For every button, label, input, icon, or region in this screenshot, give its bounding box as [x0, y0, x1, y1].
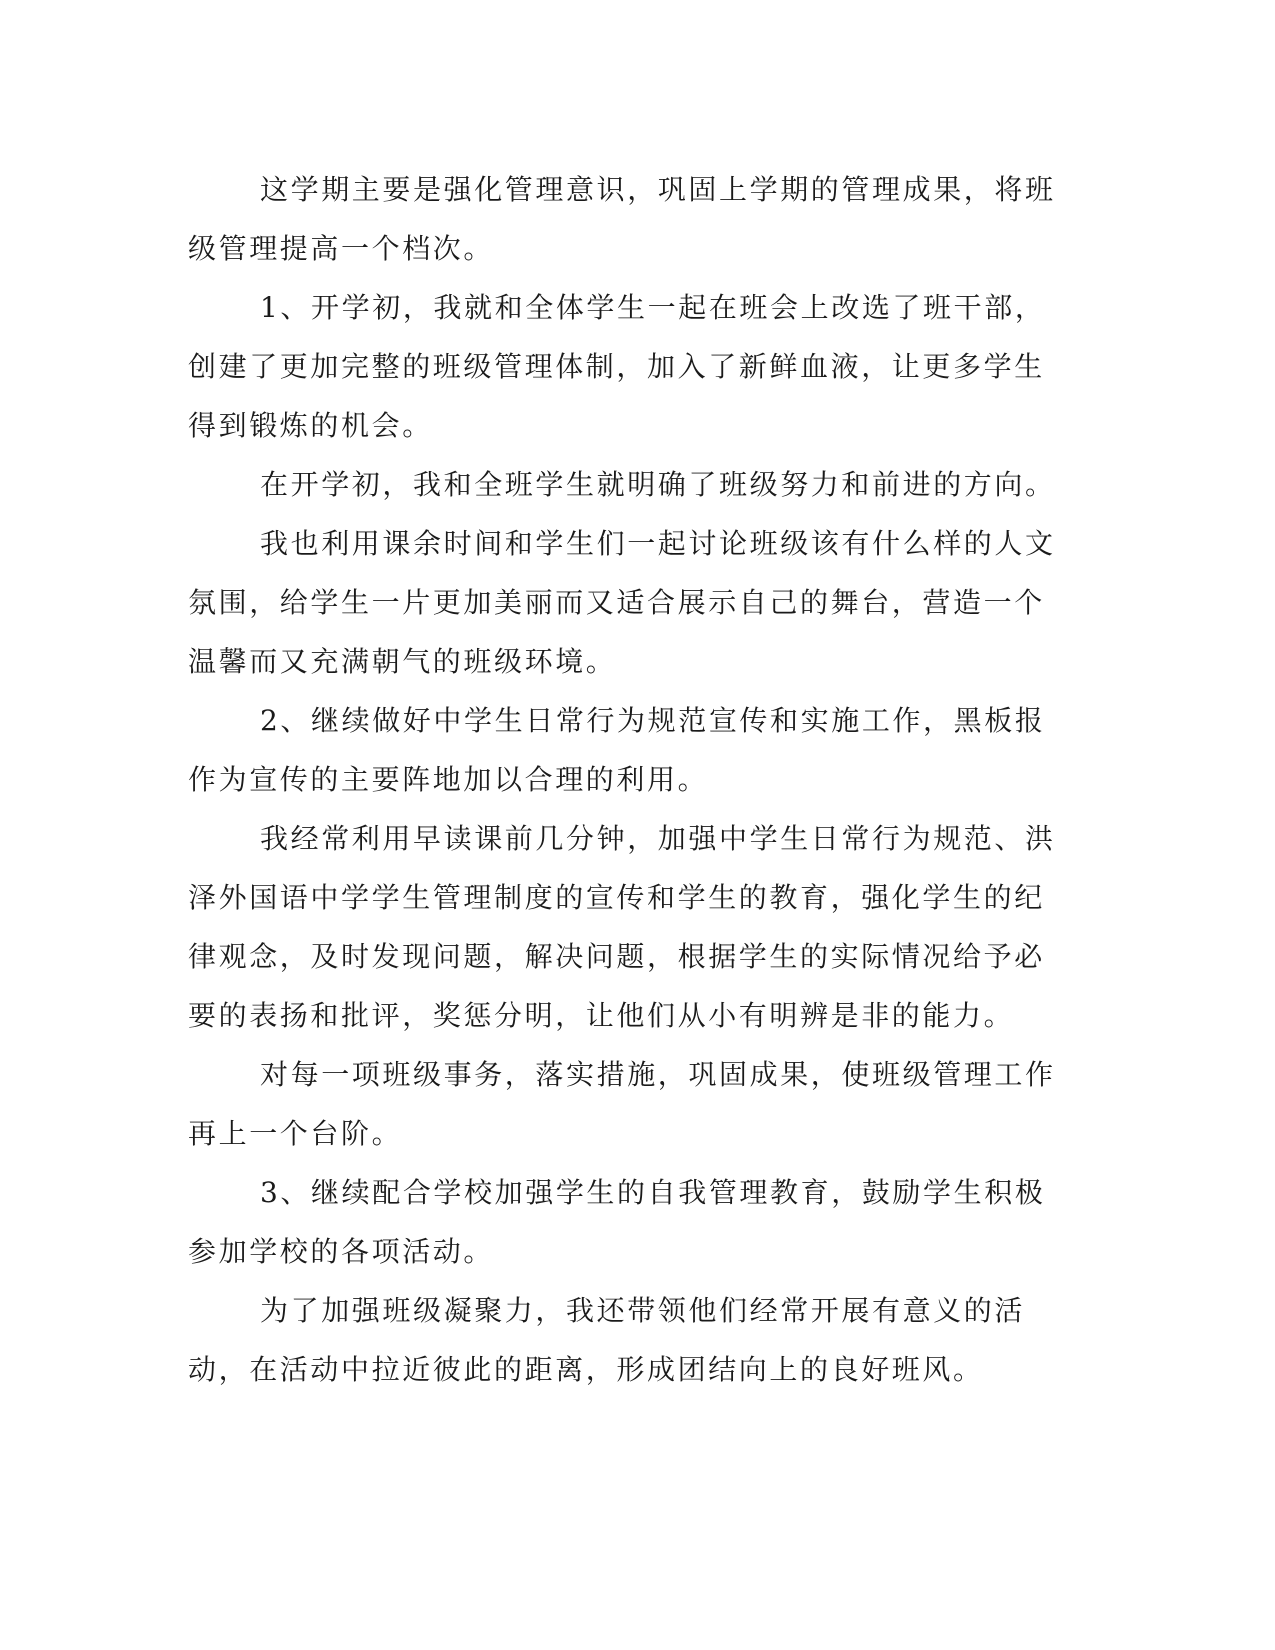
paragraph-8: 3、继续配合学校加强学生的自我管理教育，鼓励学生积极参加学校的各项活动。 — [188, 1176, 1046, 1268]
paragraph-6: 我经常利用早读课前几分钟，加强中学生日常行为规范、洪泽外国语中学学生管理制度的宣传和学生的教育，强化学生的纪律观念，及时发现问题，解决问题，根据学生的实际情况给予必要的表扬和批评，奖惩分明，让他们从小有明辨是非的能力。 — [188, 822, 1056, 1032]
paragraph-2: 1、开学初，我就和全体学生一起在班会上改选了班干部，创建了更加完整的班级管理体制，加入了新鲜血液，让更多学生得到锻炼的机会。 — [188, 291, 1046, 442]
paragraph-1: 这学期主要是强化管理意识，巩固上学期的管理成果，将班级管理提高一个档次。 — [188, 173, 1056, 265]
paragraph-4: 我也利用课余时间和学生们一起讨论班级该有什么样的人文氛围，给学生一片更加美丽而又适合展示自己的舞台，营造一个温馨而又充满朝气的班级环境。 — [188, 527, 1056, 678]
paragraph-9: 为了加强班级凝聚力，我还带领他们经常开展有意义的活动，在活动中拉近彼此的距离，形成团结向上的良好班风。 — [188, 1294, 1026, 1386]
paragraph-7: 对每一项班级事务，落实措施，巩固成果，使班级管理工作再上一个台阶。 — [188, 1058, 1056, 1150]
document-body — [188, 160, 1068, 1399]
paragraph-3: 在开学初，我和全班学生就明确了班级努力和前进的方向。 — [260, 468, 1056, 501]
paragraph-5: 2、继续做好中学生日常行为规范宣传和实施工作，黑板报作为宣传的主要阵地加以合理的利用。 — [188, 704, 1046, 796]
